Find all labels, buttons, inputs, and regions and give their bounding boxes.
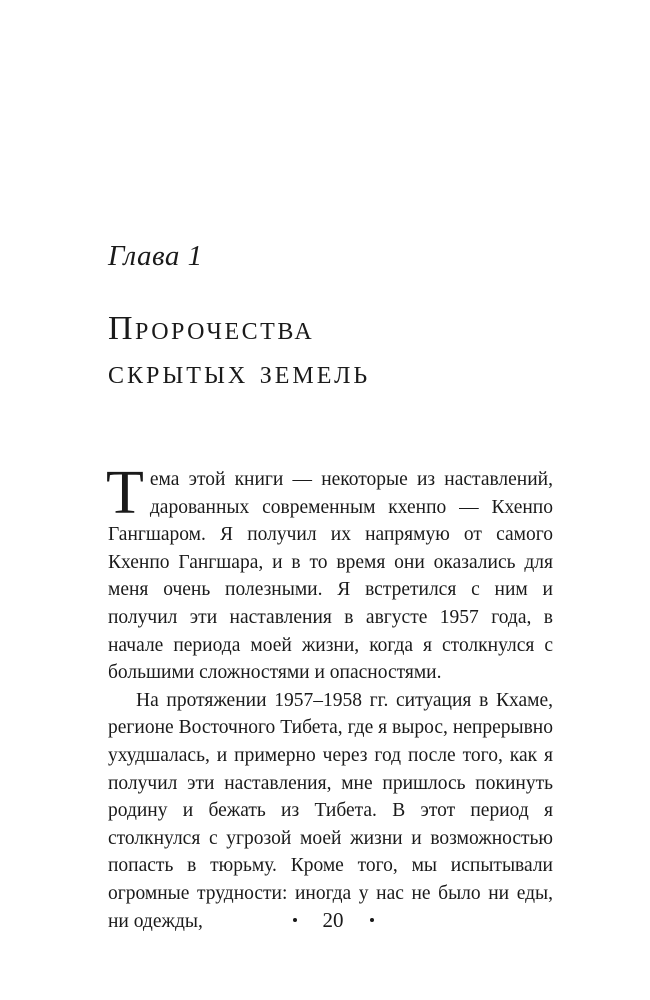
paragraph-1-text: ема этой книги — некоторые из наставлений, дарованных современным кхенпо — Кхенпо Гангшаром. Я получил их напрямую от самого Кхенпо Гангшара, и в то время они оказались для меня очень полезными. Я встретился с ним и получил эти наставления в августе 1957 года, в начале периода моей жизни, когда я столкнулся с большими сложностями и опасностями. [108,469,553,684]
drop-cap: Т [106,459,144,527]
paragraph-1 [106,459,553,687]
paragraph-2: На протяжении 1957–1958 гг. ситуация в Кхаме, регионе Восточного Тибета, где я вырос, непрерывно ухудшалась, и примерно через год после того, как я получил эти наставления, мне пришлось покинуть родину и бежать из Тибета. В этот период я столкнулся с угрозой моей жизни и возможностью попасть в тюрьму. Кроме того, мы испытывали огромные трудности: иногда у нас не было ни еды, ни одежды, [108,689,553,932]
body-text [106,459,553,935]
chapter-title [108,307,370,395]
right-dot-ornament [370,918,374,922]
left-dot-ornament [293,918,297,922]
chapter-title-line-1: Пророчества [108,310,315,347]
page-footer [0,906,650,933]
page-number: 20 [322,907,344,932]
chapter-title-line-2: скрытых земель [108,354,371,391]
chapter-label: Глава 1 [108,240,203,272]
